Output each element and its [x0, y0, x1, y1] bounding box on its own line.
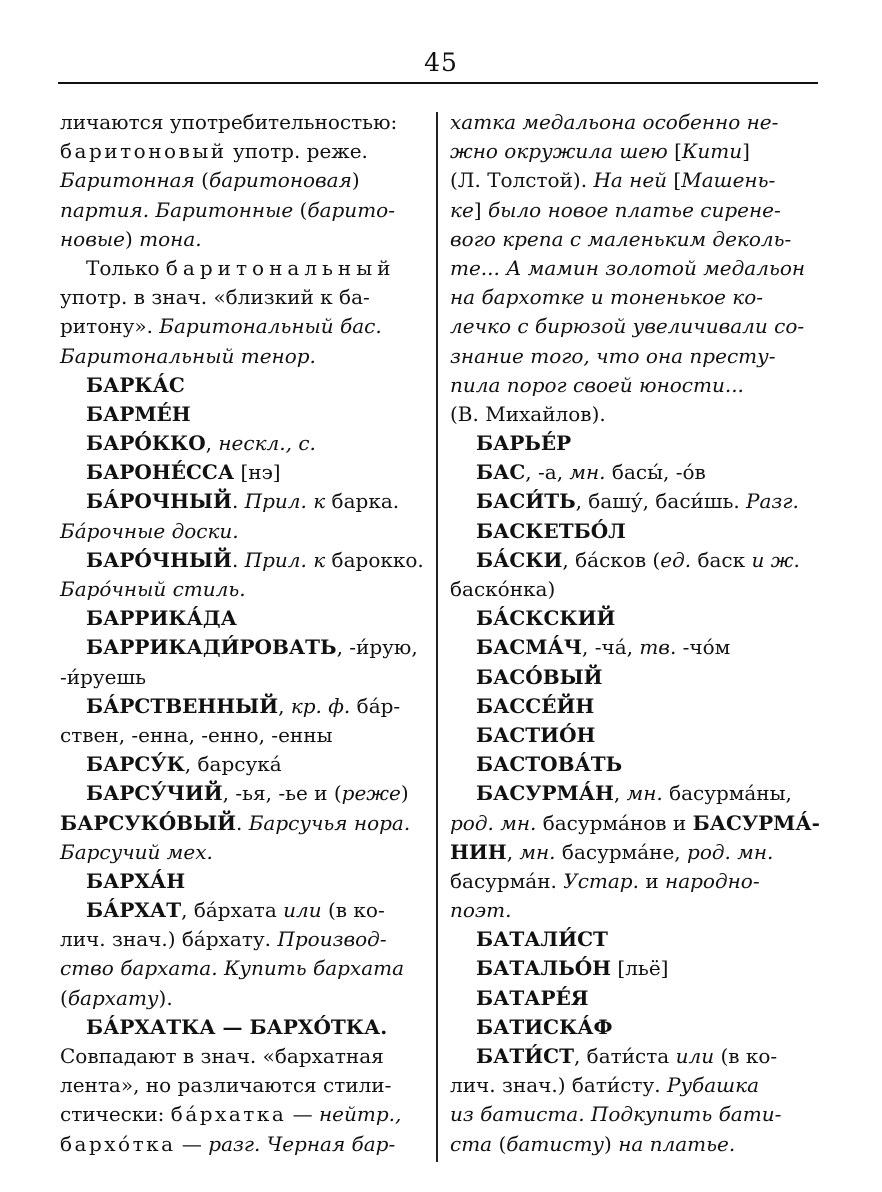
italic-text: разг. Черная бар-: [208, 1131, 396, 1156]
text-segment: лич. знач.) бати́сту.: [450, 1073, 667, 1098]
text-segment: лич. знач.) ба́рхату.: [60, 927, 278, 952]
text-line: [450, 604, 822, 633]
text-line: [450, 196, 822, 225]
text-line: [450, 342, 822, 371]
text-line: [60, 838, 432, 867]
text-segment: [нэ]: [234, 460, 281, 485]
text-segment: (: [293, 197, 308, 222]
headword: БАСМА́Ч: [476, 635, 582, 660]
italic-text: лечко с бирюзой увеличивали со-: [450, 314, 805, 339]
italic-text: Баритонная: [60, 168, 195, 193]
text-segment: -и́руешь: [60, 664, 146, 689]
text-segment: ба́р-: [350, 693, 401, 718]
headword: БАРСУ́ЧИЙ: [86, 781, 223, 806]
text-segment: —: [175, 1131, 209, 1156]
text-line: [60, 750, 432, 779]
text-line: [60, 371, 432, 400]
text-segment: баск: [691, 547, 752, 572]
text-segment: басурма́н.: [450, 868, 564, 893]
text-segment: (: [194, 168, 209, 193]
italic-text: Рубашка: [666, 1073, 759, 1098]
text-line: [450, 517, 822, 546]
text-line: [450, 312, 822, 341]
text-line: [60, 283, 432, 312]
text-line: [60, 1042, 432, 1071]
headword: БА́РОЧНЫЙ: [86, 489, 232, 514]
text-segment: басы́, -о́в: [605, 460, 706, 485]
italic-text: Баритональный тенор.: [60, 343, 316, 368]
right-column: [450, 108, 822, 1159]
text-line: [450, 721, 822, 750]
text-line: [450, 225, 822, 254]
text-segment: барxо́тка: [60, 1131, 176, 1156]
text-line: [60, 809, 432, 838]
italic-text: тона.: [139, 226, 202, 251]
italic-text: было новое платье сирене-: [487, 197, 781, 222]
italic-text: мн.: [519, 839, 556, 864]
text-line: [60, 517, 432, 546]
italic-text: партия. Баритонные: [60, 197, 294, 222]
italic-text: батисту: [506, 1131, 605, 1156]
text-segment: .: [236, 810, 249, 835]
headword: БАССЕ́ЙН: [476, 693, 595, 718]
headword: БАСУРМА́-: [692, 810, 820, 835]
headword: БАРО́ККО: [86, 431, 206, 456]
text-line: [60, 721, 432, 750]
text-segment: -чо́м: [676, 635, 731, 660]
headword: БАРХА́Н: [86, 868, 186, 893]
text-line: [450, 809, 822, 838]
text-line: [60, 458, 432, 487]
text-line: [450, 954, 822, 983]
text-line: [60, 312, 432, 341]
text-line: [60, 429, 432, 458]
text-line: [450, 1100, 822, 1129]
text-segment: (в ко-: [714, 1044, 778, 1068]
text-line: [450, 429, 822, 458]
italic-text: ста: [450, 1131, 493, 1156]
text-segment: ): [351, 168, 360, 193]
italic-text: Прил. к: [244, 547, 326, 572]
text-segment: , ба́сков (: [562, 547, 661, 572]
headword: БАСУРМА́Н: [476, 781, 614, 806]
text-segment: и: [638, 868, 666, 893]
text-segment: барокко.: [325, 547, 424, 572]
headword: БАС: [476, 460, 526, 485]
text-line: [450, 108, 822, 137]
text-segment: ]: [742, 139, 750, 164]
text-segment: .: [231, 489, 245, 514]
text-segment: , -и́рую,: [336, 635, 418, 660]
italic-text: ед.: [660, 547, 692, 572]
italic-text: хатка медальона особенно не-: [450, 110, 779, 134]
text-line: [60, 633, 432, 662]
text-segment: басурма́ны,: [662, 781, 792, 806]
text-segment: ): [604, 1131, 619, 1156]
headword: БАСКЕТБО́Л: [476, 518, 626, 543]
italic-text: те... А мамин золотой медальон: [450, 255, 806, 280]
text-line: [450, 254, 822, 283]
text-line: [60, 166, 432, 195]
italic-text: На ней: [593, 168, 668, 193]
text-line: [60, 692, 432, 721]
text-segment: ствен, -енна, -енно, -енны: [60, 722, 333, 747]
text-line: [450, 633, 822, 662]
text-segment: ,: [506, 839, 520, 864]
text-line: [450, 137, 822, 166]
text-line: [450, 867, 822, 896]
text-line: [60, 254, 432, 283]
text-line: [60, 1071, 432, 1100]
headword: БАРМЕ́Н: [86, 401, 191, 426]
italic-text: Прил. к: [244, 489, 326, 514]
text-line: [450, 779, 822, 808]
text-segment: (В. Михайлов).: [450, 401, 606, 426]
italic-text: из батиста. Подкупить бати-: [450, 1102, 782, 1127]
headword: БАТАРЕ́Я: [476, 985, 589, 1010]
text-segment: ]: [473, 197, 488, 222]
text-line: [60, 487, 432, 516]
italic-text: Барсучий мех.: [60, 839, 213, 864]
text-line: [450, 663, 822, 692]
headword: БАРСУКО́ВЫЙ: [60, 810, 237, 835]
italic-text: Кити: [681, 139, 743, 164]
headword: БАРКА́С: [86, 372, 185, 397]
text-segment: Совпадают в знач. «бархатная: [60, 1044, 384, 1068]
text-line: [60, 342, 432, 371]
text-segment: ритону».: [60, 314, 160, 339]
headword: БАТИ́СТ: [476, 1044, 574, 1068]
text-line: [60, 225, 432, 254]
column-divider: [436, 112, 438, 1162]
text-segment: стически:: [60, 1102, 171, 1127]
text-line: [450, 984, 822, 1013]
text-line: [60, 604, 432, 633]
headword: БАРРИКАДИ́РОВАТЬ: [86, 635, 337, 660]
headword: БАСИ́ТЬ: [476, 489, 576, 514]
italic-text: поэт.: [450, 898, 512, 923]
italic-text: на платье.: [618, 1131, 736, 1156]
text-segment: барка.: [325, 489, 400, 514]
italic-text: пила порог своей юности...: [450, 372, 744, 397]
text-line: [450, 692, 822, 721]
text-line: [450, 1071, 822, 1100]
headword: БАСТОВА́ТЬ: [476, 752, 623, 777]
headword: БА́СКСКИЙ: [476, 606, 616, 631]
headword: БА́РСТВЕННЫЙ: [86, 693, 279, 718]
text-line: [450, 1013, 822, 1042]
text-line: [450, 1130, 822, 1159]
text-segment: ): [124, 226, 140, 251]
text-segment: личаются употребительностью:: [60, 110, 398, 134]
text-line: [450, 750, 822, 779]
italic-text: или: [675, 1044, 715, 1068]
text-segment: , -а,: [525, 460, 570, 485]
italic-text: или: [283, 898, 322, 923]
italic-text: кр. ф.: [290, 693, 351, 718]
text-segment: [: [667, 139, 682, 164]
text-line: [450, 400, 822, 429]
italic-text: ство бархата. Купить бархата: [60, 956, 405, 981]
italic-text: Баритональный бас.: [159, 314, 382, 339]
text-line: [60, 867, 432, 896]
italic-text: баритоновая: [209, 168, 352, 193]
headword: БАТАЛИ́СТ: [476, 927, 608, 952]
italic-text: ке: [450, 197, 474, 222]
text-segment: [: [667, 168, 682, 193]
text-line: [60, 779, 432, 808]
headword: БАРЬЕ́Р: [476, 431, 572, 456]
text-segment: , ба́рхата: [181, 898, 284, 923]
italic-text: нейтр.,: [318, 1102, 402, 1127]
text-segment: Только: [86, 255, 166, 280]
text-line: [60, 575, 432, 604]
italic-text: нескл., с.: [218, 431, 316, 456]
text-segment: [льё]: [611, 956, 669, 981]
headword: БАТАЛЬО́Н: [476, 956, 612, 981]
header-rule: [58, 82, 818, 84]
text-line: [450, 575, 822, 604]
headword: БАСО́ВЫЙ: [476, 664, 603, 689]
text-segment: употр. в знач. «близкий к ба-: [60, 285, 370, 310]
text-segment: , барсука́: [184, 752, 282, 777]
text-line: [450, 458, 822, 487]
text-segment: (Л. Толстой).: [450, 168, 594, 193]
page-number: 45: [424, 48, 458, 77]
text-line: [450, 371, 822, 400]
text-line: [450, 283, 822, 312]
italic-text: род. мн.: [450, 810, 537, 835]
text-segment: употр. реже.: [226, 139, 368, 164]
headword: БАРСУ́К: [86, 752, 185, 777]
text-line: [450, 838, 822, 867]
text-segment: ба́рхатка: [170, 1102, 287, 1127]
italic-text: народно-: [665, 868, 760, 893]
text-segment: (: [60, 985, 68, 1010]
text-line: [60, 1013, 432, 1042]
text-line: [60, 400, 432, 429]
text-line: [450, 925, 822, 954]
text-segment: —: [286, 1102, 319, 1127]
italic-text: Разг.: [746, 489, 799, 514]
text-line: [450, 546, 822, 575]
headword: БА́РХАТ: [86, 898, 182, 923]
text-line: [450, 487, 822, 516]
italic-text: и ж.: [751, 547, 800, 572]
italic-text: знание того, что она престу-: [450, 343, 776, 368]
italic-text: Баро́чный стиль.: [60, 577, 246, 601]
text-line: [450, 896, 822, 925]
text-segment: ).: [158, 985, 173, 1010]
italic-text: мн.: [626, 781, 663, 806]
text-segment: , бати́ста: [573, 1044, 676, 1068]
text-segment: ): [400, 781, 409, 806]
italic-text: вого крепа с маленьким деколь-: [450, 226, 792, 251]
italic-text: барито-: [307, 197, 395, 222]
text-line: [60, 137, 432, 166]
headword: БА́СКИ: [476, 547, 563, 572]
italic-text: Ба́рочные доски.: [60, 518, 239, 543]
text-segment: ,: [613, 781, 627, 806]
headword: НИН: [450, 839, 507, 864]
text-line: [450, 1042, 822, 1071]
italic-text: Машень-: [681, 168, 776, 193]
text-line: [60, 546, 432, 575]
text-segment: баритональный: [165, 255, 396, 280]
text-segment: , -ча́,: [582, 635, 640, 660]
text-segment: басурма́не,: [555, 839, 688, 864]
italic-text: Барсучья нора.: [248, 810, 411, 835]
italic-text: на бархотке и тоненькое ко-: [450, 285, 764, 310]
text-segment: ,: [205, 431, 219, 456]
italic-text: реже: [341, 781, 401, 806]
text-segment: баритоновый: [60, 139, 227, 164]
text-segment: (в ко-: [321, 898, 385, 923]
text-line: [60, 896, 432, 925]
headword: БАРОНЕ́ССА: [86, 460, 235, 485]
text-segment: лента», но различаются стили-: [60, 1073, 392, 1098]
text-line: [60, 1100, 432, 1129]
text-segment: , башу́, баси́шь.: [575, 489, 747, 514]
italic-text: Устар.: [563, 868, 639, 893]
text-line: [60, 984, 432, 1013]
text-line: [60, 663, 432, 692]
italic-text: род. мн.: [687, 839, 774, 864]
text-line: [450, 166, 822, 195]
text-line: [60, 954, 432, 983]
italic-text: бархату: [67, 985, 159, 1010]
text-segment: , -ья, -ье и (: [222, 781, 342, 806]
text-line: [60, 108, 432, 137]
italic-text: новые: [60, 226, 125, 251]
italic-text: мн.: [569, 460, 606, 485]
text-line: [60, 196, 432, 225]
text-segment: басурма́нов и: [536, 810, 693, 835]
italic-text: жно окружила шею: [450, 139, 668, 164]
text-line: [60, 925, 432, 954]
headword: БА́РХАТКА — БАРХО́ТКА.: [86, 1014, 388, 1039]
headword: БАТИСКА́Ф: [476, 1014, 613, 1039]
left-column: [60, 108, 432, 1159]
headword: БАРО́ЧНЫЙ: [86, 547, 232, 572]
headword: БАРРИКА́ДА: [86, 606, 237, 631]
text-segment: .: [231, 547, 245, 572]
text-segment: баско́нка): [450, 577, 556, 601]
headword: БАСТИО́Н: [476, 722, 596, 747]
text-line: [60, 1130, 432, 1159]
text-segment: ,: [278, 693, 291, 718]
text-segment: (: [492, 1131, 507, 1156]
italic-text: Производ-: [277, 927, 387, 952]
italic-text: тв.: [639, 635, 677, 660]
